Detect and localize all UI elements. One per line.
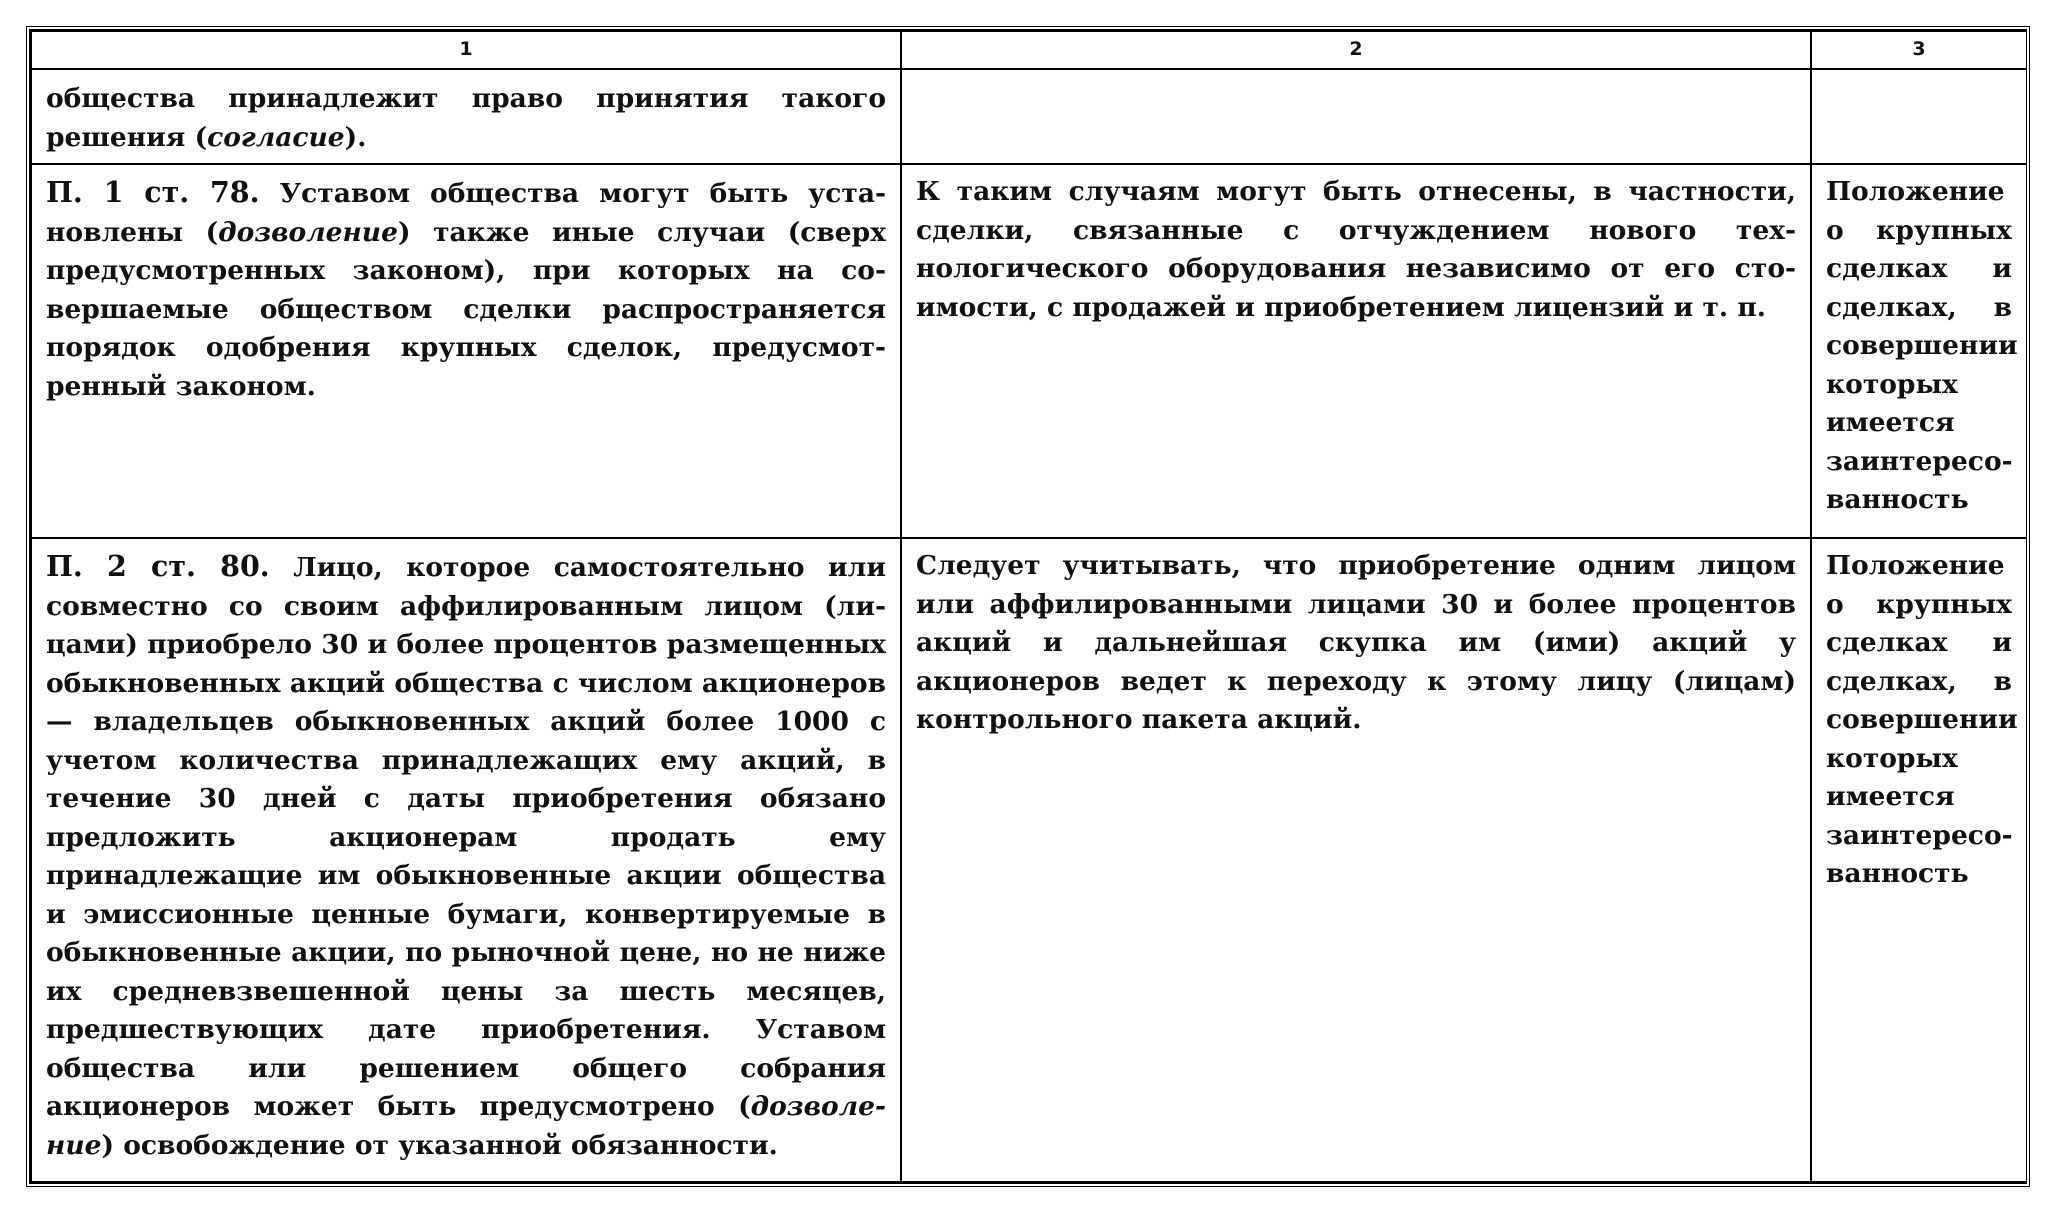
commentary-cell: Следует учитывать, что приобретение одним лицом или аффилированными лицами 30 и более процентов акций и дальнейшая скупка им (ими) акций у акционеров ведет к переходу к этому лицу (лицам) контрольного пакета акций. [901, 538, 1811, 1182]
document-table [30, 30, 2028, 1183]
law-text: ). [344, 121, 367, 153]
law-text: Уставом общества могут быть установлены ( [46, 178, 886, 248]
document-reference-cell: Положение о крупных сделках и сделках, в совершении которых имеется заинтересованность [1811, 538, 2027, 1182]
law-text-cell [31, 538, 901, 1182]
column-header-2: 2 [901, 31, 1811, 69]
law-reference: П. 2 ст. 80. [46, 549, 270, 583]
law-text: ) также иные случаи (сверх предусмотренных законом), при которых на совершаемые обществом сделки распространяется порядок одобрения крупных сделок, предусмотренный законом. [46, 216, 886, 402]
law-reference: П. 1 ст. 78. [46, 175, 260, 209]
document-table-frame [26, 26, 2030, 1187]
law-text: общества принадлежит право принятия такого решения ( [46, 83, 886, 153]
document-reference-cell: Положение о крупных сделках и сделках, в совершении которых имеется заинтересованность [1811, 164, 2027, 538]
commentary-cell [901, 69, 1811, 164]
table-row [31, 164, 2027, 538]
law-text-italic: дозволение [46, 1091, 886, 1161]
law-text-italic: согласие [207, 121, 345, 153]
table-row [31, 69, 2027, 164]
law-text-italic: дозволение [218, 216, 398, 248]
document-reference-cell [1811, 69, 2027, 164]
column-header-1: 1 [31, 31, 901, 69]
column-header-3: 3 [1811, 31, 2027, 69]
law-text-cell [31, 69, 901, 164]
law-text-cell [31, 164, 901, 538]
law-text: Лицо, которое самостоятельно или совместно со своим аффилированным лицом (лицами) приобрело 30 и более процентов размещенных обыкновенных акций общества с числом акционеров — владельцев обыкновенных акций более 1000 с учетом количества принадлежащих ему акций, в течение 30 дней с даты приобретения обязано предложить акционерам продать ему принадлежащие им обыкновенные акции общества и эмиссионные ценные бумаги, конвертируемые в обыкновенные акции, по рыночной цене, но не ниже их средневзвешенной цены за шесть месяцев, предшествующих дате приобретения. Уставом общества или решением общего собрания акционеров может быть предусмотрено ( [46, 552, 886, 1122]
law-text: ) освобождение от указанной обязанности. [101, 1129, 778, 1161]
table-header-row [31, 31, 2027, 69]
commentary-cell: К таким случаям могут быть отнесены, в частности, сделки, связанные с отчуждением нового технологического оборудования независимо от его стоимости, с продажей и приобретением лицензий и т. п. [901, 164, 1811, 538]
table-row [31, 538, 2027, 1182]
